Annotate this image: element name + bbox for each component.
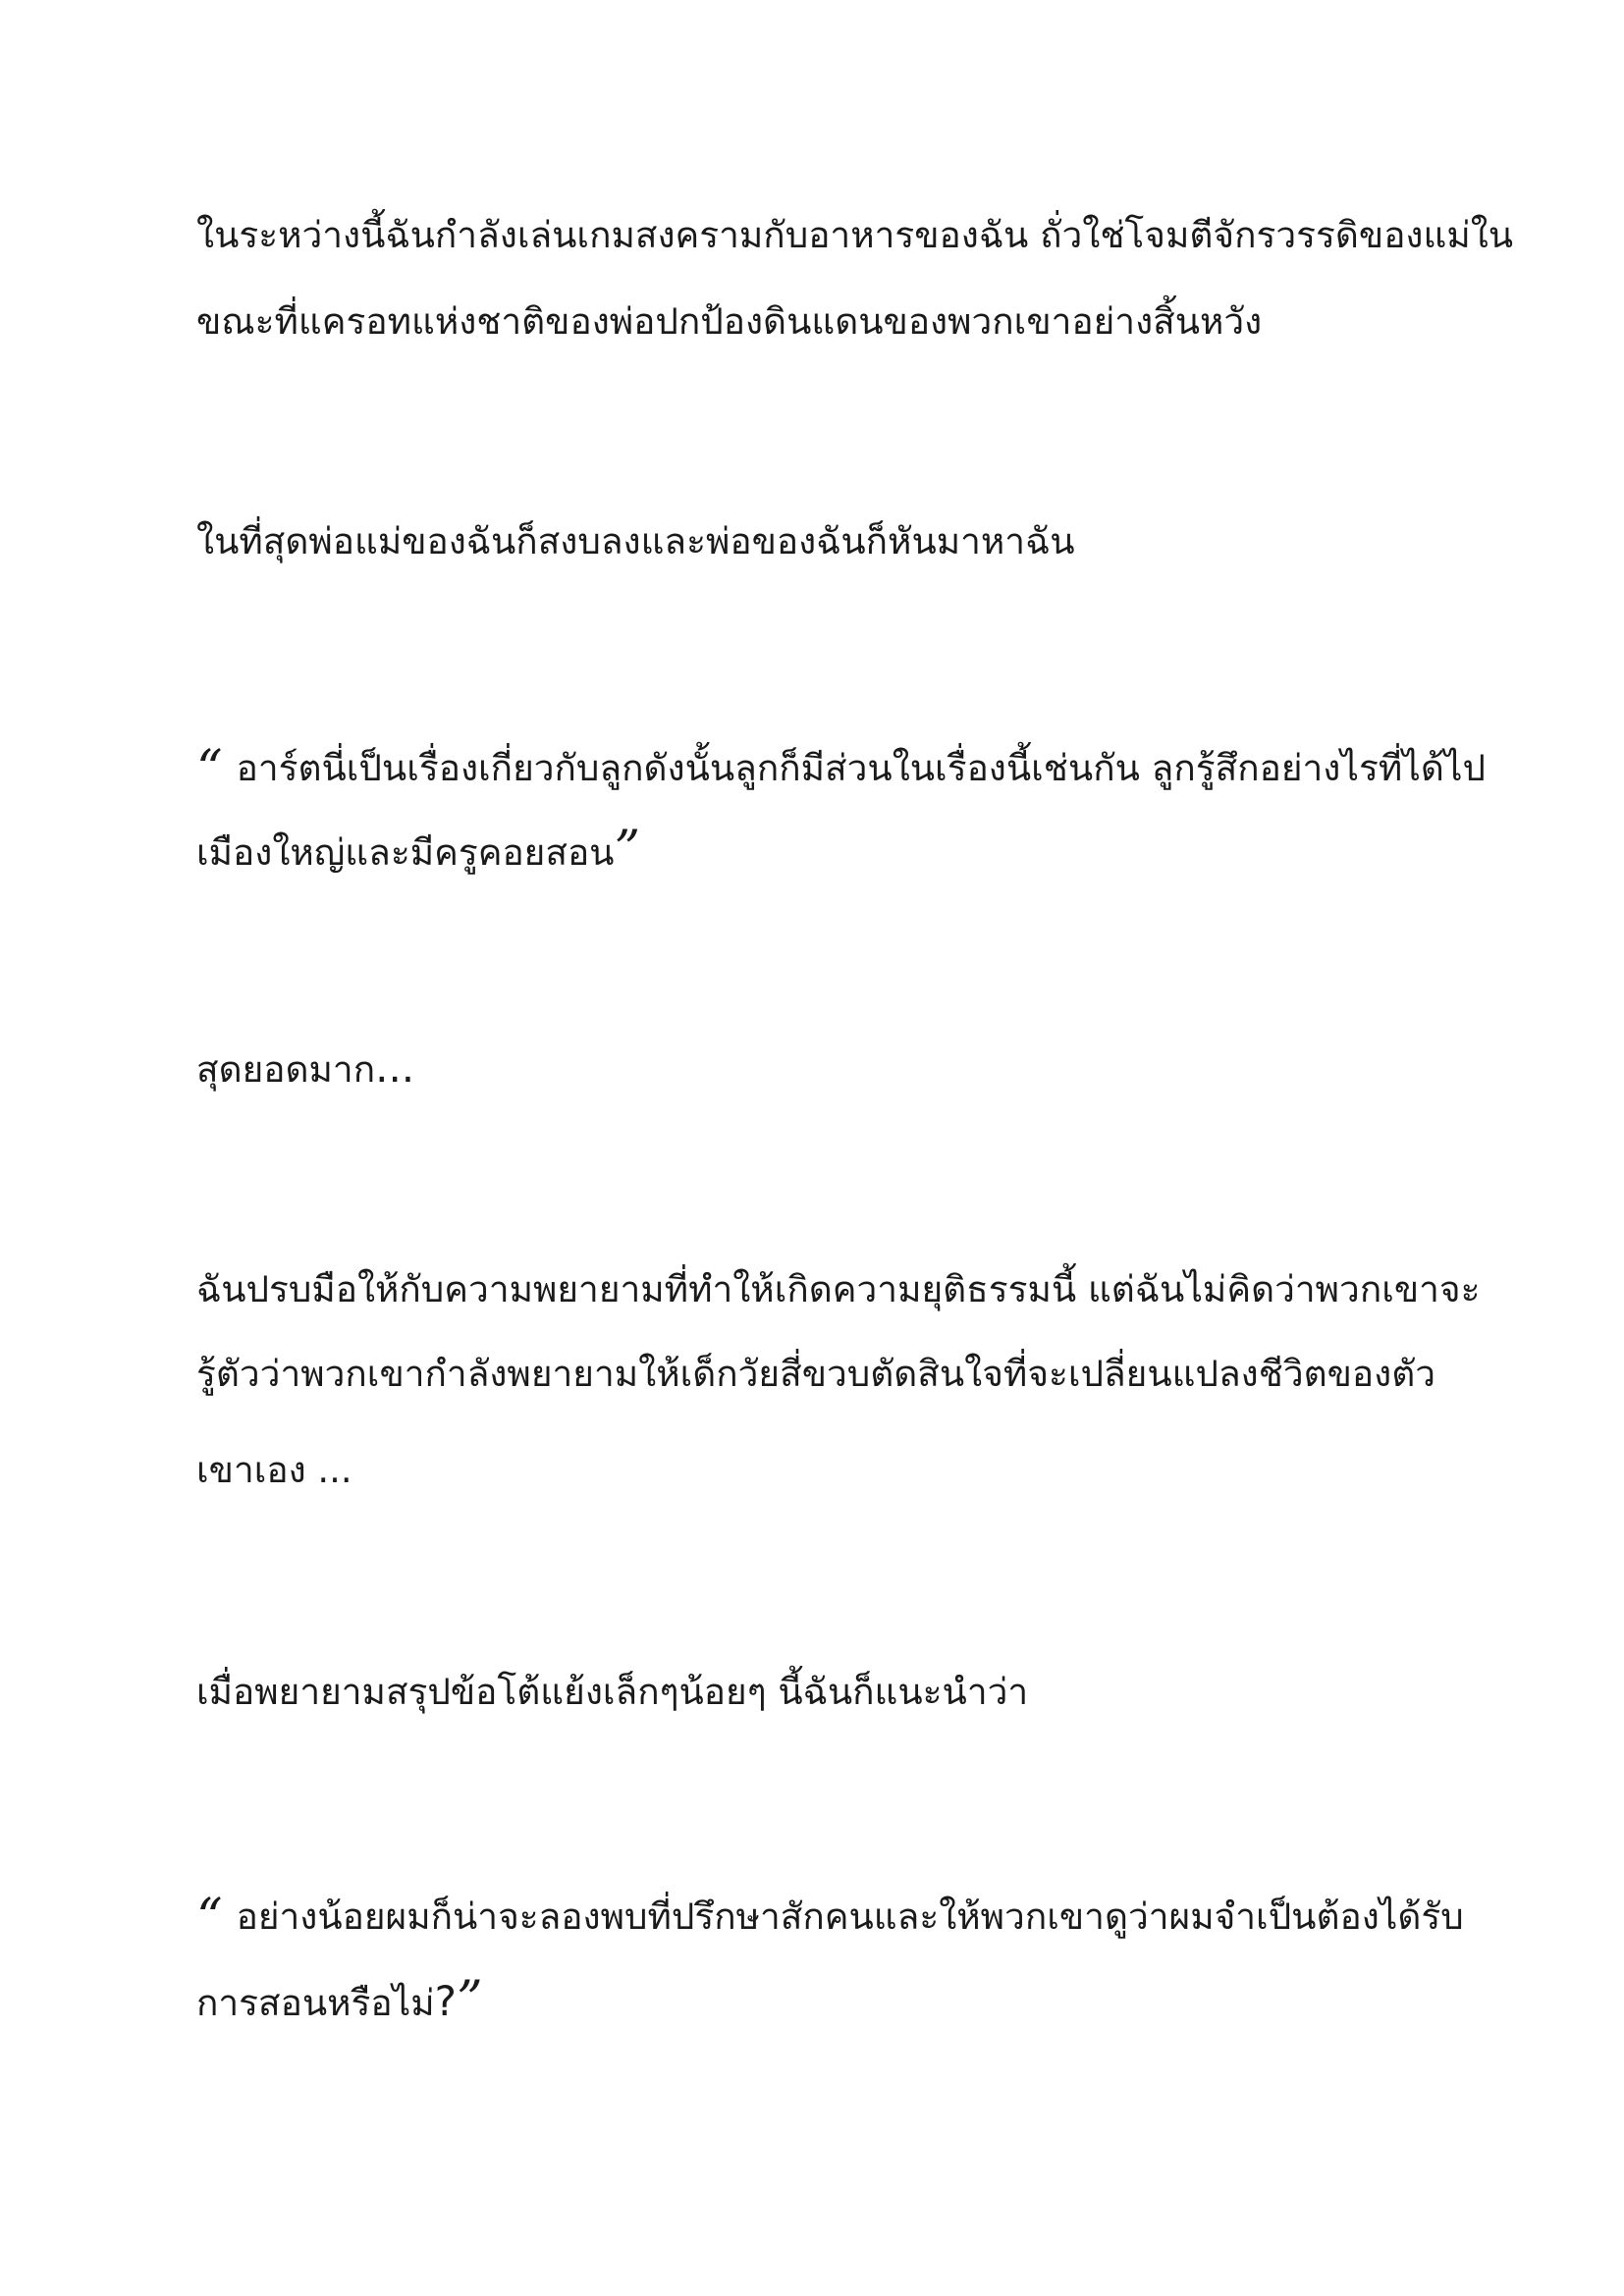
paragraph-5-line-1: ฉันปรบมือให้กับความพยายามที่ทำให้เกิดความยุติธรรมนี้ แต่ฉันไม่คิดว่าพวกเขาจะ [196, 1268, 1481, 1310]
quote-text: อย่างน้อยผมก็น่าจะลองพบที่ปรึกษาสักคนและให้พวกเขาดูว่าผมจำเป็นต้องได้รับ [236, 1896, 1464, 1938]
paragraph-4-line-1 [196, 1042, 1473, 1095]
paragraph-1-line-1: ในระหว่างนี้ฉันกำลังเล่นเกมสงครามกับอาหารของฉัน ถั่วใช่โจมตีจักรวรรดิของแม่ใน [196, 214, 1514, 256]
ellipsis: ... [375, 1043, 415, 1092]
paragraph-2-line-1: ในที่สุดพ่อแม่ของฉันก็สงบลงและพ่อของฉันก็หันมาหาฉัน [196, 520, 1075, 562]
quote-text: เมืองใหญ่และมีครูคอยสอน [196, 831, 615, 874]
quote-text: การสอนหรือไม่ [196, 1982, 435, 2024]
exclamation-text: สุดยอดมาก [196, 1048, 376, 1091]
paragraph-3-line-1 [196, 738, 1486, 799]
paragraph-7-line-2 [196, 1973, 1473, 2029]
paragraph-5-line-3: เขาเอง ... [196, 1449, 352, 1491]
paragraph-5-line-2: รู้ตัวว่าพวกเขากำลังพยายามให้เด็กวัยสี่ขวบตัดสินใจที่จะเปลี่ยนแปลงชีวิตของตัว [196, 1353, 1436, 1395]
paragraph-6-line-1: เมื่อพยายามสรุปข้อโต้แย้งเล็กๆน้อยๆ นี้ฉันก็แนะนำว่า [196, 1671, 1029, 1713]
close-quote: ” [614, 821, 641, 880]
close-quote: ” [456, 1971, 483, 2030]
open-quote: “ [196, 1889, 223, 1948]
paragraph-1-line-2: ขณะที่แครอทแห่งชาติของพ่อปกป้องดินแดนของพวกเขาอย่างสิ้นหวัง [196, 300, 1263, 343]
quote-text: อาร์ตนี่เป็นเรื่องเกี่ยวกับลูกดังนั้นลูกก็มีส่วนในเรื่องนี้เช่นกัน ลูกรู้สึกอย่างไรที่ได้ไป [236, 747, 1486, 789]
paragraph-3-line-2 [196, 823, 1473, 879]
open-quote: “ [196, 740, 223, 799]
question-mark: ? [434, 1977, 457, 2025]
paragraph-7-line-1 [196, 1887, 1473, 1948]
